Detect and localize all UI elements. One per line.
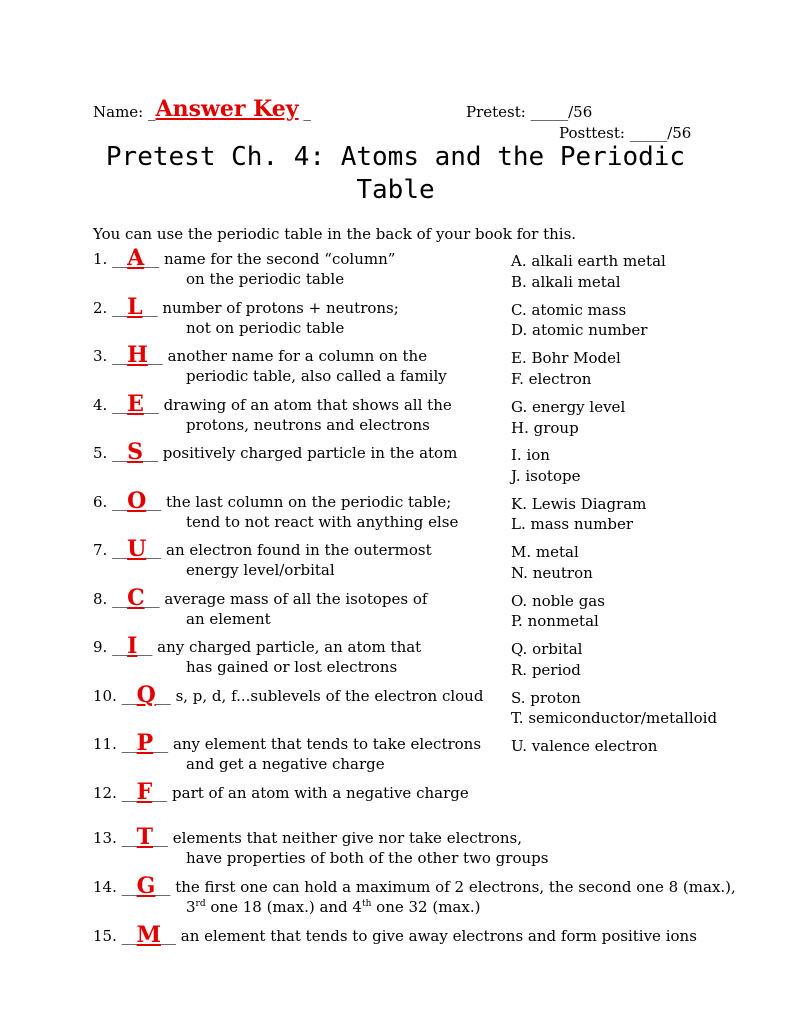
question-text-cont: periodic table, also called a family: [186, 367, 447, 385]
question-15: [93, 922, 697, 948]
answer-letter: G: [136, 873, 156, 899]
answer-letter: Q: [136, 682, 156, 708]
pretest-score: Pretest: _____/56: [466, 103, 593, 121]
answer-letter: C: [127, 585, 145, 611]
option-h: H. group: [511, 419, 579, 437]
question-text-cont: not on periodic table: [186, 319, 345, 337]
answer-letter: I: [127, 633, 138, 659]
answer-letter: L: [127, 294, 143, 320]
option-l: L. mass number: [511, 515, 634, 533]
option-r: R. period: [511, 661, 581, 679]
question-text: __ the last column on the periodic table;: [146, 493, 452, 511]
question-text: __ drawing of an atom that shows all the: [143, 396, 452, 414]
name-field: [93, 96, 311, 122]
question-text: __ s, p, d, f...sublevels of the electron cloud: [155, 687, 484, 705]
question-text: __ average mass of all the isotopes of: [144, 590, 428, 608]
question-text-cont: and get a negative charge: [186, 755, 385, 773]
question-text: __ number of protons + neutrons;: [142, 299, 399, 317]
question-8: [93, 585, 428, 629]
title-line-1: Pretest Ch. 4: Atoms and the Periodic: [105, 142, 686, 172]
instructions: You can use the periodic table in the back of your book for this.: [93, 225, 577, 243]
option-f: F. electron: [511, 370, 592, 388]
question-text-cont: have properties of both of the other two groups: [186, 849, 549, 867]
question-14: [93, 873, 736, 917]
question-number: 10. __: [93, 687, 137, 705]
question-3: [93, 342, 447, 386]
option-a: A. alkali earth metal: [511, 252, 666, 270]
option-e: E. Bohr Model: [511, 349, 621, 367]
option-o: O. noble gas: [511, 592, 605, 610]
question-text-cont: tend to not react with anything else: [186, 513, 459, 531]
question-text-cont: has gained or lost electrons: [186, 658, 398, 676]
question-13: [93, 824, 549, 868]
option-s: S. proton: [511, 689, 581, 707]
option-m: M. metal: [511, 543, 579, 561]
answer-letter: U: [127, 536, 147, 562]
question-text: __ part of an atom with a negative charge: [152, 784, 469, 802]
option-c: C. atomic mass: [511, 301, 627, 319]
question-text: __ any charged particle, an atom that: [137, 638, 422, 656]
option-q: Q. orbital: [511, 640, 583, 658]
text-part: one 32 (max.): [371, 898, 481, 916]
option-d: D. atomic number: [511, 321, 648, 339]
question-10: [93, 682, 484, 708]
question-1: [93, 245, 396, 289]
option-t: T. semiconductor/metalloid: [511, 709, 718, 727]
question-7: [93, 536, 432, 580]
question-text-cont: [93, 897, 736, 917]
question-number: 9. __: [93, 638, 128, 656]
question-number: 2. __: [93, 299, 128, 317]
answer-letter: S: [127, 439, 143, 465]
answer-letter: E: [127, 391, 144, 417]
question-number: 7. __: [93, 541, 128, 559]
question-number: 6. __: [93, 493, 128, 511]
answer-letter: T: [136, 824, 153, 850]
question-number: 15. __: [93, 927, 137, 945]
option-u: U. valence electron: [511, 737, 658, 755]
question-text-cont: on the periodic table: [186, 270, 345, 288]
option-k: K. Lewis Diagram: [511, 495, 647, 513]
text-part: one 18 (max.) and 4: [205, 898, 362, 916]
question-12: [93, 779, 469, 805]
title-line-2: Table: [356, 175, 435, 205]
question-text: __ name for the second “column”: [144, 250, 396, 268]
question-text: __ an element that tends to give away electrons and form positive ions: [160, 927, 697, 945]
question-text: __ any element that tends to take electrons: [153, 735, 482, 753]
question-2: [93, 294, 399, 338]
question-number: 3. __: [93, 347, 128, 365]
posttest-score: Posttest: _____/56: [559, 124, 692, 142]
question-number: 11. __: [93, 735, 137, 753]
name-trail: _: [298, 103, 311, 121]
question-number: 5. __: [93, 444, 128, 462]
ordinal-suffix: th: [361, 899, 372, 909]
answer-letter: O: [127, 488, 147, 514]
answer-letter: M: [136, 922, 161, 948]
question-text: __ another name for a column on the: [147, 347, 428, 365]
page-title: [0, 141, 791, 207]
question-9: [93, 633, 422, 677]
answer-letter: F: [136, 779, 153, 805]
question-number: 13. __: [93, 829, 137, 847]
option-i: I. ion: [511, 446, 550, 464]
answer-letter: P: [136, 730, 154, 756]
question-number: 8. __: [93, 590, 128, 608]
question-number: 1. __: [93, 250, 128, 268]
question-11: [93, 730, 482, 774]
answer-letter: A: [127, 245, 145, 271]
question-number: 4. __: [93, 396, 128, 414]
option-b: B. alkali metal: [511, 273, 621, 291]
option-p: P. nonmetal: [511, 612, 599, 630]
question-text-cont: protons, neutrons and electrons: [186, 416, 430, 434]
option-j: J. isotope: [511, 467, 581, 485]
question-text: __ an electron found in the outermost: [146, 541, 432, 559]
option-n: N. neutron: [511, 564, 593, 582]
question-4: [93, 391, 452, 435]
question-number: 14. __: [93, 878, 137, 896]
question-text: __ elements that neither give nor take electrons,: [153, 829, 523, 847]
question-5: [93, 439, 458, 465]
option-g: G. energy level: [511, 398, 626, 416]
question-text: __ the first one can hold a maximum of 2 electrons, the second one 8 (max.),: [155, 878, 736, 896]
ordinal-suffix: rd: [195, 899, 206, 909]
text-part: 3: [186, 898, 196, 916]
question-text-cont: an element: [186, 610, 271, 628]
question-text-cont: energy level/orbital: [186, 561, 335, 579]
question-6: [93, 488, 459, 532]
answer-letter: H: [127, 342, 148, 368]
question-text: __ positively charged particle in the atom: [142, 444, 458, 462]
name-answer: Answer Key: [155, 96, 299, 122]
question-number: 12. __: [93, 784, 137, 802]
name-label: Name: _: [93, 103, 156, 121]
